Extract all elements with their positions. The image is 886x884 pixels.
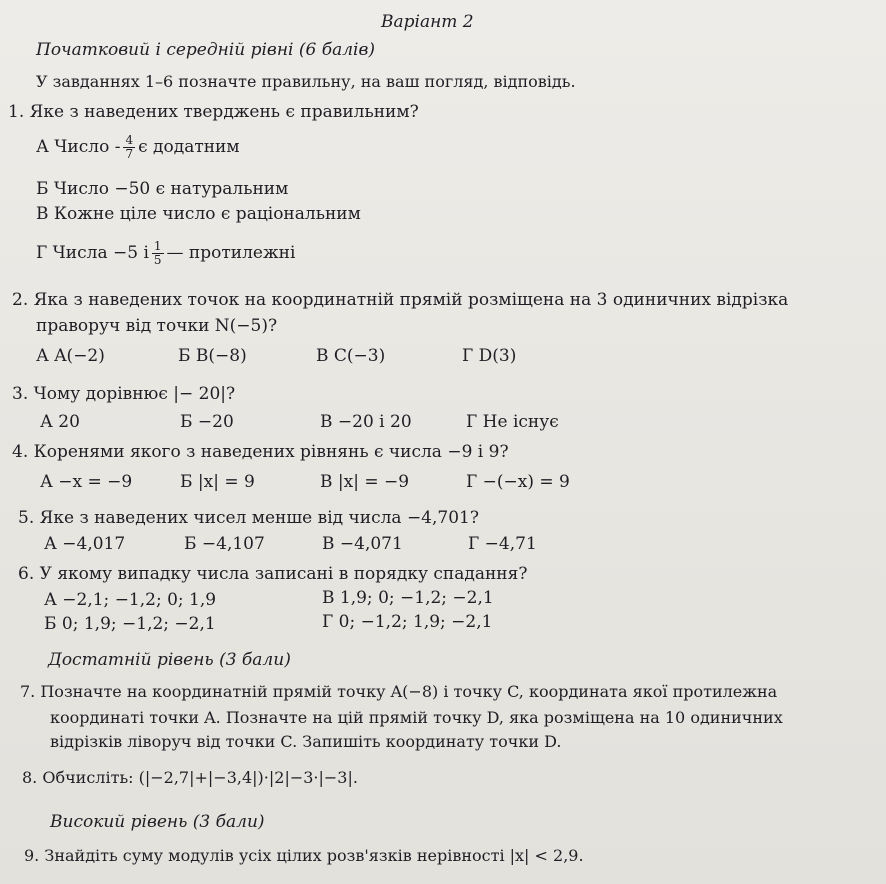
- question-7-line-1: 7. Позначте на координатній прямій точку A(−8) і точку C, координата якої протилежна: [20, 682, 778, 701]
- q2-option-d: Г D(3): [462, 346, 517, 366]
- q4-option-b: Б |x| = 9: [180, 472, 255, 492]
- question-7-line-3: відрізків ліворуч від точки C. Запишіть координату точки D.: [50, 732, 562, 751]
- section-title-sufficient: Достатній рівень (3 бали): [48, 650, 291, 670]
- q4-option-a: А −x = −9: [40, 472, 133, 492]
- q5-option-a: А −4,017: [44, 534, 126, 554]
- question-1: 1. Яке з наведених тверджень є правильним?: [8, 102, 419, 122]
- fraction: [152, 240, 164, 267]
- q6-option-b: Б 0; 1,9; −1,2; −2,1: [44, 614, 216, 634]
- q3-option-a: А 20: [40, 412, 80, 432]
- q3-option-b: Б −20: [180, 412, 234, 432]
- question-4: 4. Коренями якого з наведених рівнянь є числа −9 і 9?: [12, 442, 509, 462]
- question-8: 8. Обчисліть: (|−2,7|+|−3,4|)·|2|−3·|−3|.: [22, 768, 358, 787]
- q1-option-c: В Кожне ціле число є раціональним: [36, 204, 361, 224]
- fraction-denominator: 7: [125, 147, 134, 161]
- q3-option-c: В −20 і 20: [320, 412, 412, 432]
- q4-option-c: В |x| = −9: [320, 472, 410, 492]
- q6-option-a: А −2,1; −1,2; 0; 1,9: [44, 590, 217, 610]
- q1-option-d-suffix: — протилежні: [166, 243, 296, 263]
- section-title-basic: Початковий і середній рівні (6 балів): [36, 40, 376, 60]
- question-3: 3. Чому дорівнює |− 20|?: [12, 384, 236, 404]
- fraction-numerator: 1: [153, 239, 162, 253]
- instruction-text: У завданнях 1–6 позначте правильну, на ваш погляд, відповідь.: [36, 72, 576, 91]
- question-5: 5. Яке з наведених чисел менше від числа −4,701?: [18, 508, 479, 528]
- q1-option-a-suffix: є додатним: [138, 137, 240, 157]
- q2-option-b: Б B(−8): [178, 346, 247, 366]
- question-2-line-1: 2. Яка з наведених точок на координатній прямій розміщена на 3 одиничних відрізка: [12, 290, 789, 310]
- q3-option-d: Г Не існує: [466, 412, 559, 432]
- q1-option-d: [36, 240, 295, 267]
- question-7-line-2: координаті точки A. Позначте на цій прямій точку D, яка розміщена на 10 одиничних: [50, 708, 783, 727]
- q1-option-d-prefix: Г Числа −5 і: [36, 243, 149, 263]
- q5-option-c: В −4,071: [322, 534, 403, 554]
- variant-title: Варіант 2: [381, 12, 474, 32]
- q1-option-a-prefix: А Число -: [36, 137, 121, 157]
- q1-option-b: Б Число −50 є натуральним: [36, 179, 289, 199]
- question-9: 9. Знайдіть суму модулів усіх цілих розв'язків нерівності |x| < 2,9.: [24, 846, 584, 865]
- question-6: 6. У якому випадку числа записані в порядку спадання?: [18, 564, 528, 584]
- fraction-numerator: 4: [125, 133, 134, 147]
- fraction: [123, 134, 135, 161]
- q2-option-a: А A(−2): [36, 346, 105, 366]
- q4-option-d: Г −(−x) = 9: [466, 472, 570, 492]
- q5-option-b: Б −4,107: [184, 534, 265, 554]
- section-title-high: Високий рівень (3 бали): [50, 812, 265, 832]
- q6-option-c: В 1,9; 0; −1,2; −2,1: [322, 588, 494, 608]
- q1-option-a: [36, 134, 240, 161]
- q5-option-d: Г −4,71: [468, 534, 537, 554]
- question-2-line-2: праворуч від точки N(−5)?: [36, 316, 278, 336]
- q2-option-c: В C(−3): [316, 346, 386, 366]
- q6-option-d: Г 0; −1,2; 1,9; −2,1: [322, 612, 493, 632]
- fraction-denominator: 5: [153, 253, 162, 267]
